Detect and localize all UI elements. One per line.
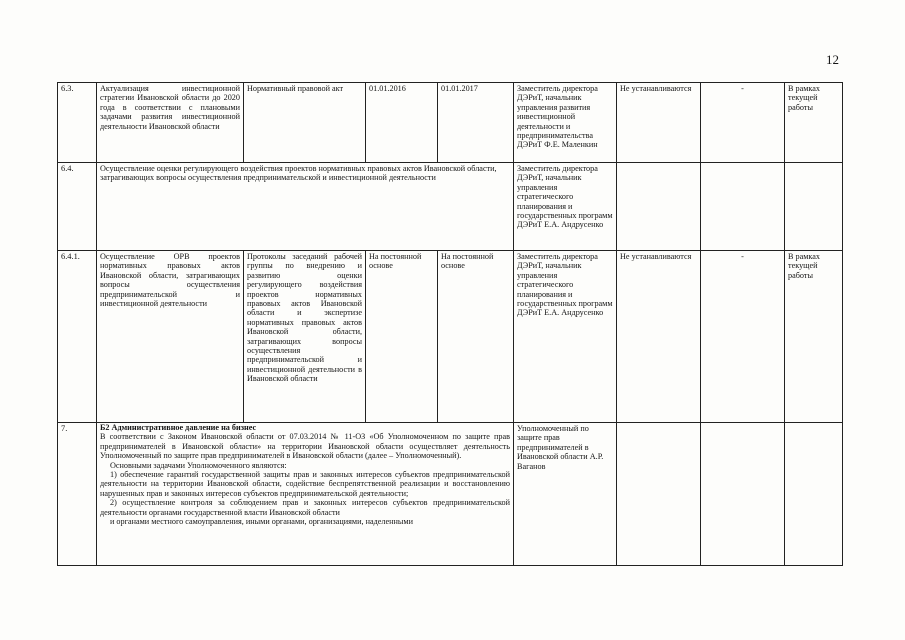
indicator-cell: - — [701, 83, 785, 163]
table-row — [58, 83, 843, 163]
activity-cell: Осуществление ОРВ проектов нормативных правовых актов Ивановской области, затрагивающих вопросы осуществления предпринимательской и инвестиционной деятельности — [97, 251, 244, 423]
responsible-cell: Заместитель директора ДЭРиТ, начальник управления стратегического планирования и государственных программ ДЭРиТ Е.А. Андрусенко — [514, 251, 617, 423]
table-row — [58, 251, 843, 423]
start-date-cell: На постоянной основе — [366, 251, 438, 423]
indicator-cell — [701, 163, 785, 251]
section-text-cell — [97, 423, 514, 566]
action-plan-table — [57, 82, 843, 566]
section-paragraph: Основными задачами Уполномоченного являются: — [110, 460, 287, 470]
indicator-cell: - — [701, 251, 785, 423]
activity-cell: Осуществление оценки регулирующего воздействия проектов нормативных правовых актов Ивановской области, затрагивающих вопросы осуществления предпринимательской и инвестиционной деятельности — [97, 163, 514, 251]
activity-cell: Актуализация инвестиционной стратегии Ивановской области до 2020 года в соответствии с плановыми задачами развития инвестиционной деятельности Ивановской области — [97, 83, 244, 163]
responsible-cell: Заместитель директора ДЭРиТ, начальник управления развития инвестиционной деятельности и предпринимательства ДЭРиТ Ф.Е. Маленкин — [514, 83, 617, 163]
note-cell — [785, 163, 843, 251]
table-row — [58, 423, 843, 566]
section-paragraph: 2) осуществление контроля за соблюдением прав и законных интересов субъектов предпринимательской деятельности органами государственной власти Ивановской области — [100, 498, 510, 517]
responsible-cell: Уполномоченный по защите прав предпринимателей в Ивановской области А.Р. Ваганов — [514, 423, 617, 566]
row-number: 6.4. — [58, 163, 97, 251]
row-number: 6.4.1. — [58, 251, 97, 423]
note-cell: В рамках текущей работы — [785, 83, 843, 163]
section-paragraph: и органами местного самоуправления, иными органами, организациями, наделенными — [110, 517, 413, 527]
table-row — [58, 163, 843, 251]
row-number: 7. — [58, 423, 97, 566]
document-cell: Протоколы заседаний рабочей группы по внедрению и развитию оценки регулирующего воздействия проектов нормативных правовых актов Ивановской области и экспертизе нормативных правовых актов Ивановской области, затрагивающих вопросы осуществления предпринимательской и инвестиционной деятельности в Ивановской области — [244, 251, 366, 423]
note-cell — [785, 423, 843, 566]
section-paragraph: В соответствии с Законом Ивановской области от 07.03.2014 № 11-ОЗ «Об Уполномоченном по защите прав предпринимателей в Ивановской области» на территории Ивановской области осуществляет деятельность Уполномоченный по защите прав предпринимателей в Ивановской области (далее – Уполномоченный). — [100, 432, 510, 461]
document-cell: Нормативный правовой акт — [244, 83, 366, 163]
end-date-cell: 01.01.2017 — [438, 83, 514, 163]
funding-cell: Не устанавливаются — [617, 83, 701, 163]
end-date-cell: На постоянной основе — [438, 251, 514, 423]
funding-cell — [617, 163, 701, 251]
start-date-cell: 01.01.2016 — [366, 83, 438, 163]
funding-cell — [617, 423, 701, 566]
indicator-cell — [701, 423, 785, 566]
section-heading: Б2 Административное давление на бизнес — [100, 423, 257, 432]
section-paragraph: 1) обеспечение гарантий государственной защиты прав и законных интересов субъектов предпринимательской деятельности на территории Ивановской области, содействие беспрепятственной реализации и восстановлению нарушенных прав и законных интересов субъектов предпринимательской деятельности; — [100, 470, 510, 498]
note-cell: В рамках текущей работы — [785, 251, 843, 423]
responsible-cell: Заместитель директора ДЭРиТ, начальник управления стратегического планирования и государственных программ ДЭРиТ Е.А. Андрусенко — [514, 163, 617, 251]
funding-cell: Не устанавливаются — [617, 251, 701, 423]
page-number: 12 — [826, 52, 839, 67]
row-number: 6.3. — [58, 83, 97, 163]
